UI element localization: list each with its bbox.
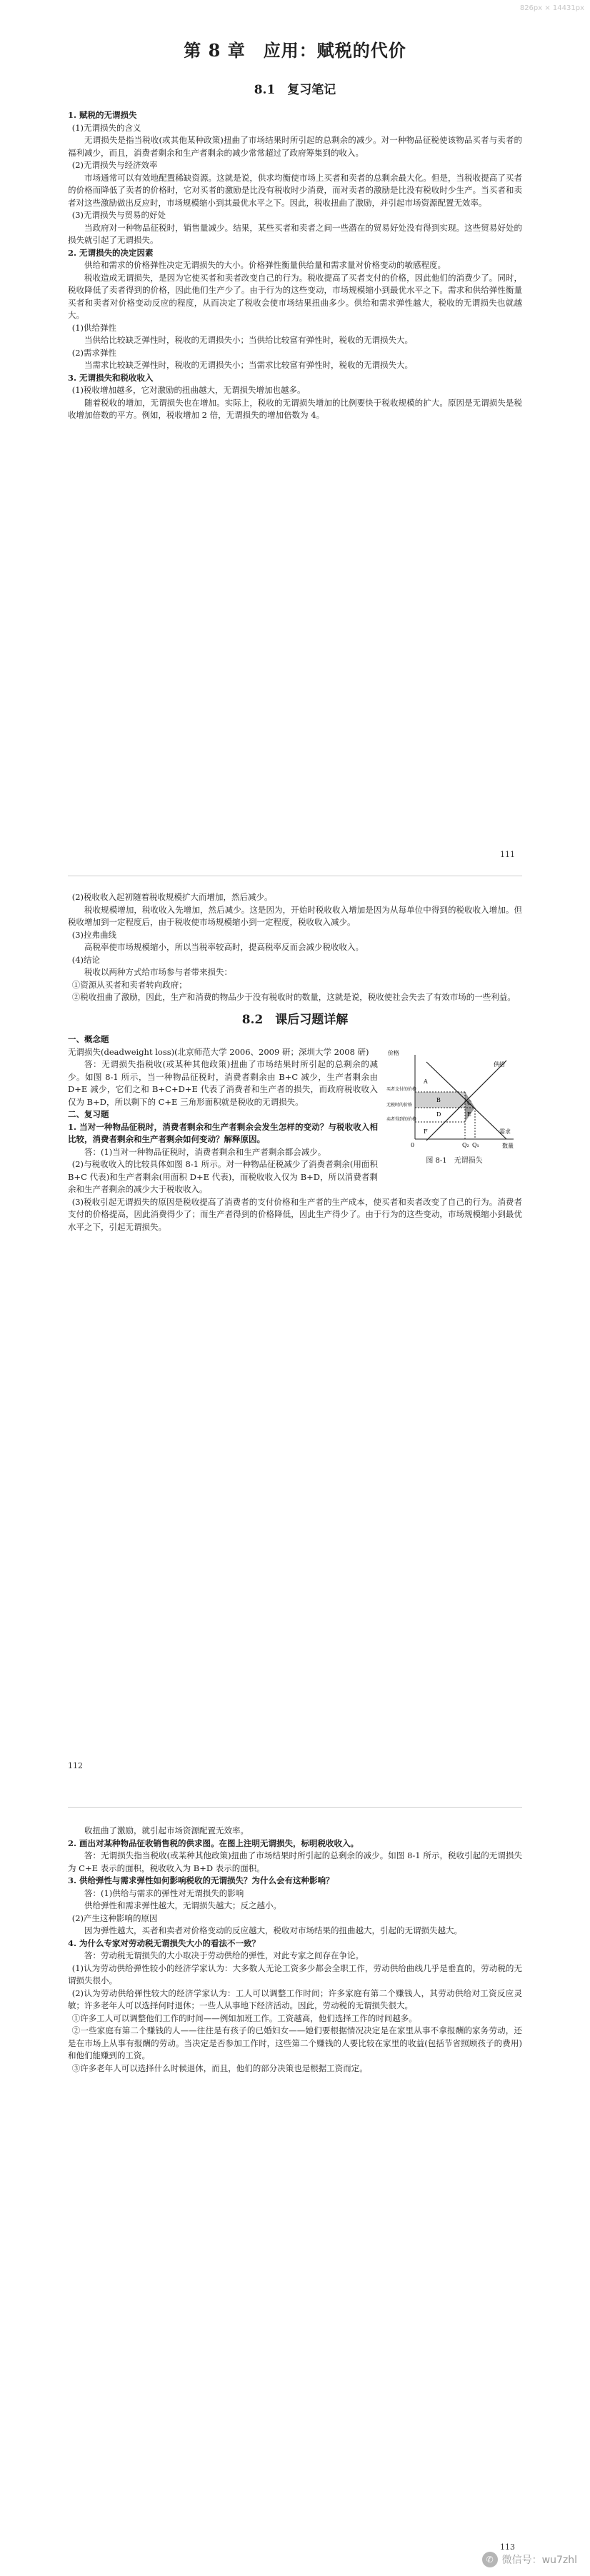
paragraph: 收扭曲了激励，就引起市场资源配置无效率。 (84, 1825, 249, 1835)
section-title-8-1: 8.1 复习笔记 (254, 82, 336, 97)
paragraph: ①许多工人可以调整他们工作的时间——例如加班工作。工资越高，他们选择工作的时间越多。 (71, 2013, 417, 2023)
paragraph: 答：无谓损失指当税收(或某种其他政策)扭曲了市场结果时所引起的总剩余的减少。如图 8-1 所示，税收引起的无谓损失为 C+E 表示的面积，税收收入为 B+D 表示的面积。 (68, 1850, 522, 1873)
paragraph: (3)无谓损失与贸易的好处 (71, 210, 166, 220)
paragraph: 3. 供给弹性与需求弹性如何影响税收的无谓损失？为什么会有这种影响？ (68, 1875, 334, 1885)
buyer-price-label: 买者支付的价格 (386, 1086, 417, 1092)
page-112 (68, 891, 522, 1233)
paragraph: 高税率使市场规模缩小，所以当税率较高时，提高税率反而会减少税收收入。 (84, 942, 364, 952)
seller-price-label: 卖者得到的价格 (386, 1116, 417, 1122)
paragraph: 当需求比较缺乏弹性时，税收的无谓损失小；当需求比较富有弹性时，税收的无谓损失大。 (84, 360, 413, 370)
paragraph: 答：(1)供给与需求的弹性对无谓损失的影响 (84, 1888, 244, 1898)
page-divider (68, 1807, 522, 1808)
q1-label: Q₁ (472, 1141, 479, 1148)
paragraph: (1)供给弹性 (71, 322, 117, 333)
answer-1: 答：(1)当对一种物品征税时，消费者剩余和生产者剩余都会减少。 (84, 1146, 326, 1157)
x-axis-label: 数量 (502, 1142, 514, 1149)
paragraph: 1. 赋税的无谓损失 (68, 110, 137, 120)
figure-caption: 图 8-1 无谓损失 (426, 1156, 483, 1165)
paragraph: 税收以两种方式给市场参与者带来损失： (84, 967, 232, 977)
paragraph: (2)税收收入起初随着税收规模扩大而增加，然后减少。 (71, 892, 273, 902)
review-heading: 二、复习题 (68, 1109, 109, 1119)
wechat-icon: ✆ (482, 2552, 498, 2567)
paragraph: (1)认为劳动供给弹性较小的经济学家认为：大多数人无论工资多少都会全职工作，劳动供给曲线几乎是垂直的，劳动税的无谓损失很小。 (68, 1963, 522, 1985)
paragraph: 供给和需求的价格弹性决定无谓损失的大小。价格弹性衡量供给量和需求量对价格变动的敏感程度。 (84, 260, 446, 270)
area-e-label: E (467, 1111, 471, 1118)
no-tax-price-label: 无税时的价格 (386, 1102, 413, 1108)
paragraph: 供给弹性和需求弹性越大，无谓损失越大；反之越小。 (84, 1900, 281, 1910)
paragraph: 当供给比较缺乏弹性时，税收的无谓损失小；当供给比较富有弹性时，税收的无谓损失大。 (84, 335, 413, 345)
answer-1-rest (68, 1158, 522, 1233)
figure-8-1 (386, 1048, 522, 1168)
paragraph: 无谓损失是指当税收(或其他某种政策)扭曲了市场结果时所引起的总剩余的减少。对一种物品征税使该物品买者与卖者的福利减少，而且，消费者剩余和生产者剩余的减少常常超过了政府筹集到的收入。 (68, 135, 522, 158)
image-size-label: 826px × 14431px (519, 4, 584, 12)
paragraph: 税收规模增加，税收收入先增加，然后减少。这是因为，开始时税收收入增加是因为从每单位中得到的税收收入增加。但税收增加到一定程度后，由于税收使市场规模缩小到一定程度，税收收入减少。 (68, 904, 522, 927)
paragraph: 市场通常可以有效地配置稀缺资源。这就是说，供求均衡使市场上买者和卖者的总剩余最大化。但是，当税收提高了买者的价格而降低了卖者的价格时，它对买者的激励是比没有税收时少消费，而对卖者的激励是比没有税收时少生产。当买者和卖者对这些激励做出反应时，市场规模缩小到其最优水平之下。因此，税收扭曲了激励，并引起市场资源配置无效率。 (68, 172, 522, 208)
paragraph: (3)税收引起无谓损失的原因是税收提高了消费者的支付价格和生产者的生产成本，使买者和卖者改变了自己的行为。消费者支付的价格提高，因此消费得少了；而生产者得到的价格降低，因此生产得少了。由于行为的这些变动，市场规模缩小到最优水平之下，引起无谓损失。 (68, 1196, 522, 1232)
area-a-label: A (424, 1078, 428, 1085)
paragraph: ③许多老年人可以选择什么时候退休，而且，他们的部分决策也是根据工资而定。 (71, 2063, 368, 2073)
concept-answer: 答：无谓损失指税收(或某种其他政策)扭曲了市场结果时所引起的总剩余的减少。如图 8-1 所示，当一种物品征税时，消费者剩余由 B+C 减少，生产者剩余由 D+E 减少，它们之和 B+C+D+E 代表了消费者和生产者的损失，而政府税收收入仅为 B+D，所以剩下的 C+E 三角形面积就是税收的无谓损失。 (68, 1059, 378, 1107)
paragraph: (1)税收增加越多，它对激励的扭曲越大，无谓损失增加也越多。 (71, 385, 306, 395)
paragraph: 3. 无谓损失和税收收入 (68, 372, 154, 383)
paragraph: (2)与税收收入的比较具体如图 8-1 所示。对一种物品征税减少了消费者剩余(用面积 B+C 代表)和生产者剩余(用面积 D+E 代表)，而税收收入仅为 B+D，所以消费者剩余和生产者剩余的减少大于税收收入。 (68, 1159, 378, 1194)
paragraph: 4. 为什么专家对劳动税无谓损失大小的看法不一致？ (68, 1938, 261, 1948)
paragraph: (1)无谓损失的含义 (71, 122, 141, 133)
paragraph: (2)认为劳动供给弹性较大的经济学家认为：工人可以调整工作时间；许多家庭有第二个赚钱人，其劳动供给对工资反应灵敏；许多老年人可以选择何时退休；一些人从事地下经济活动。因此，劳动税的无谓损失很大。 (68, 1988, 522, 2010)
paragraph: ①资源从买者和卖者转向政府； (71, 979, 187, 990)
paragraph: ②一些家庭有第二个赚钱的人——往往是有孩子的已婚妇女——她们要根据情况决定是在家里从事不拿报酬的家务劳动，还是在市场上从事有报酬的劳动。当决定是否参加工作时，这些第二个赚钱的人要比较在家里的收益(包括节省照顾孩子的费用)和他们能赚到的工资。 (68, 2025, 522, 2060)
page-112-top-body (68, 891, 522, 1004)
paragraph: 税收造成无谓损失，是因为它使买者和卖者改变自己的行为。税收提高了买者支付的价格，因此他们的消费少了。同时，税收降低了卖者得到的价格，因此他们生产少了。由于行为的这些变动，市场规模缩小到最优水平之下。需求和供给弹性衡量买者和卖者对价格变动反应的程度，从而决定了税收会使市场结果扭曲多少。供给和需求弹性越大，税收的无谓损失也就越大。 (68, 272, 522, 320)
paragraph: 随着税收的增加，无谓损失也在增加。实际上，税收的无谓损失增加的比例要快于税收规模的扩大。原因是无谓损失是税收增加倍数的平方。例如，税收增加 2 倍，无谓损失的增加倍数为 4。 (68, 397, 522, 420)
y-axis-label: 价格 (388, 1049, 399, 1056)
paragraph: (2)无谓损失与经济效率 (71, 160, 158, 170)
wechat-watermark (482, 2552, 577, 2567)
concepts-heading: 一、概念题 (68, 1034, 109, 1044)
section-title-8-2: 8.2 课后习题详解 (241, 1012, 349, 1027)
page-number-112: 112 (68, 1761, 83, 1770)
deadweight-loss-graph (386, 1048, 522, 1155)
origin-label: 0 (411, 1141, 415, 1148)
page-number-111: 111 (500, 850, 515, 859)
area-c-label: C (467, 1099, 472, 1106)
page-number-113: 113 (500, 2542, 515, 2552)
concept-term: 无谓损失(deadweight loss)(北京师范大学 2006、2009 研；深圳大学 2008 研) (68, 1046, 369, 1057)
watermark-text: 微信号：wu7zhl (501, 2555, 577, 2566)
paragraph: (3)拉弗曲线 (71, 929, 117, 940)
demand-label: 需求 (499, 1128, 511, 1135)
supply-label: 供给 (494, 1061, 505, 1068)
question-1: 1. 当对一种物品征税时，消费者剩余和生产者剩余会发生怎样的变动？与税收收入相比较，消费者剩余和生产者剩余如何变动？解释原因。 (68, 1121, 378, 1144)
paragraph: (2)产生这种影响的原因 (71, 1913, 158, 1923)
paragraph: 因为弹性越大，买者和卖者对价格变动的反应越大，税收对市场结果的扭曲越大，引起的无谓损失越大。 (84, 1925, 462, 1935)
page-113 (68, 1825, 522, 2075)
paragraph: (4)结论 (71, 954, 101, 965)
area-b-label: B (436, 1096, 441, 1103)
page-111 (68, 40, 522, 422)
page-113-body (68, 1825, 522, 2075)
area-f-label: F (424, 1128, 428, 1135)
paragraph: 当政府对一种物品征税时，销售量减少。结果，某些买者和卖者之间一些潜在的贸易好处没有得到实现。这些贸易好处的损失就引起了无谓损失。 (68, 222, 522, 245)
area-d-label: D (436, 1111, 441, 1118)
chapter-title: 第 8 章 应用：赋税的代价 (184, 40, 406, 61)
paragraph: ②税收扭曲了激励，因此，生产和消费的物品少于没有税收时的数量，这就是说，税收使社会失去了有效市场的一些利益。 (71, 992, 516, 1002)
page-111-body (68, 109, 522, 422)
paragraph: 答：劳动税无谓损失的大小取决于劳动供给的弹性，对此专家之间存在争论。 (84, 1950, 364, 1960)
q2-label: Q₂ (462, 1141, 469, 1148)
paragraph: (2)需求弹性 (71, 347, 117, 358)
paragraph: 2. 无谓损失的决定因素 (68, 247, 154, 258)
paragraph: 2. 画出对某种物品征收销售税的供求图。在图上注明无谓损失，标明税收收入。 (68, 1838, 359, 1848)
